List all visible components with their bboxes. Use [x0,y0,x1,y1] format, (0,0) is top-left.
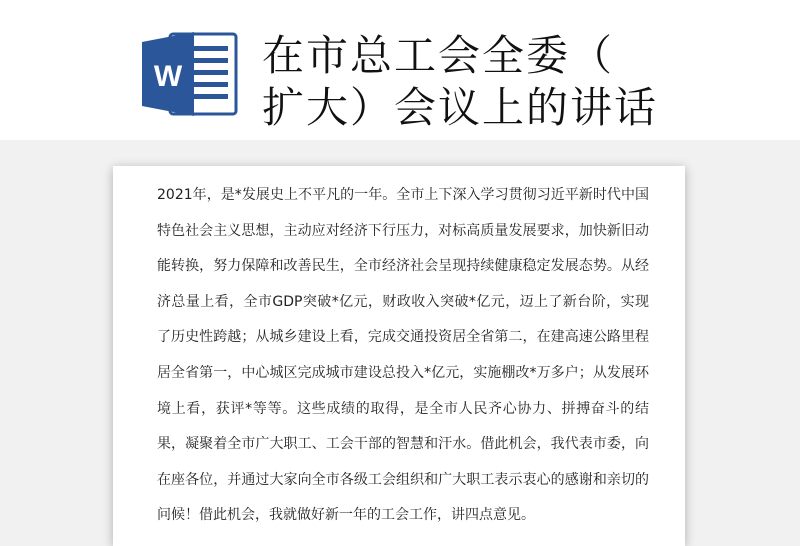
word-icon-letter: W [153,60,183,93]
title-line-1: 在市总工会全委（ [262,31,615,80]
body-paragraph: 2021年，是*发展史上不平凡的一年。全市上下深入学习贯彻习近平新时代中国特色社会主义思想，主动应对经济下行压力，对标高质量发展要求，加快新旧动能转换，努力保障和改善民生，全市经济社会呈现持续健康稳定发展态势。从经济总量上看，全市GDP突破*亿元，财政收入突破*亿元，迈上了新台阶，实现了历史性跨越；从城乡建设上看，完成交通投资居全省第二，在建高速公路里程居全省第一，中心城区完成城市建设总投入*亿元，实施棚改*万多户；从发展环境上看，获评*等等。这些成绩的取得，是全市人民齐心协力、拼搏奋斗的结果，凝聚着全市广大职工、工会干部的智慧和汗水。借此机会，我代表市委，向在座各位，并通过大家向全市各级工会组织和广大职工表示衷心的感谢和亲切的问候！借此机会，我就做好新一年的工会工作，讲四点意见。 [157,187,649,524]
document-header [0,0,800,140]
title-line-2: 扩大）会议上的讲话 [262,83,659,132]
word-icon [142,32,238,116]
document-title [262,30,782,134]
document-page [113,166,685,546]
